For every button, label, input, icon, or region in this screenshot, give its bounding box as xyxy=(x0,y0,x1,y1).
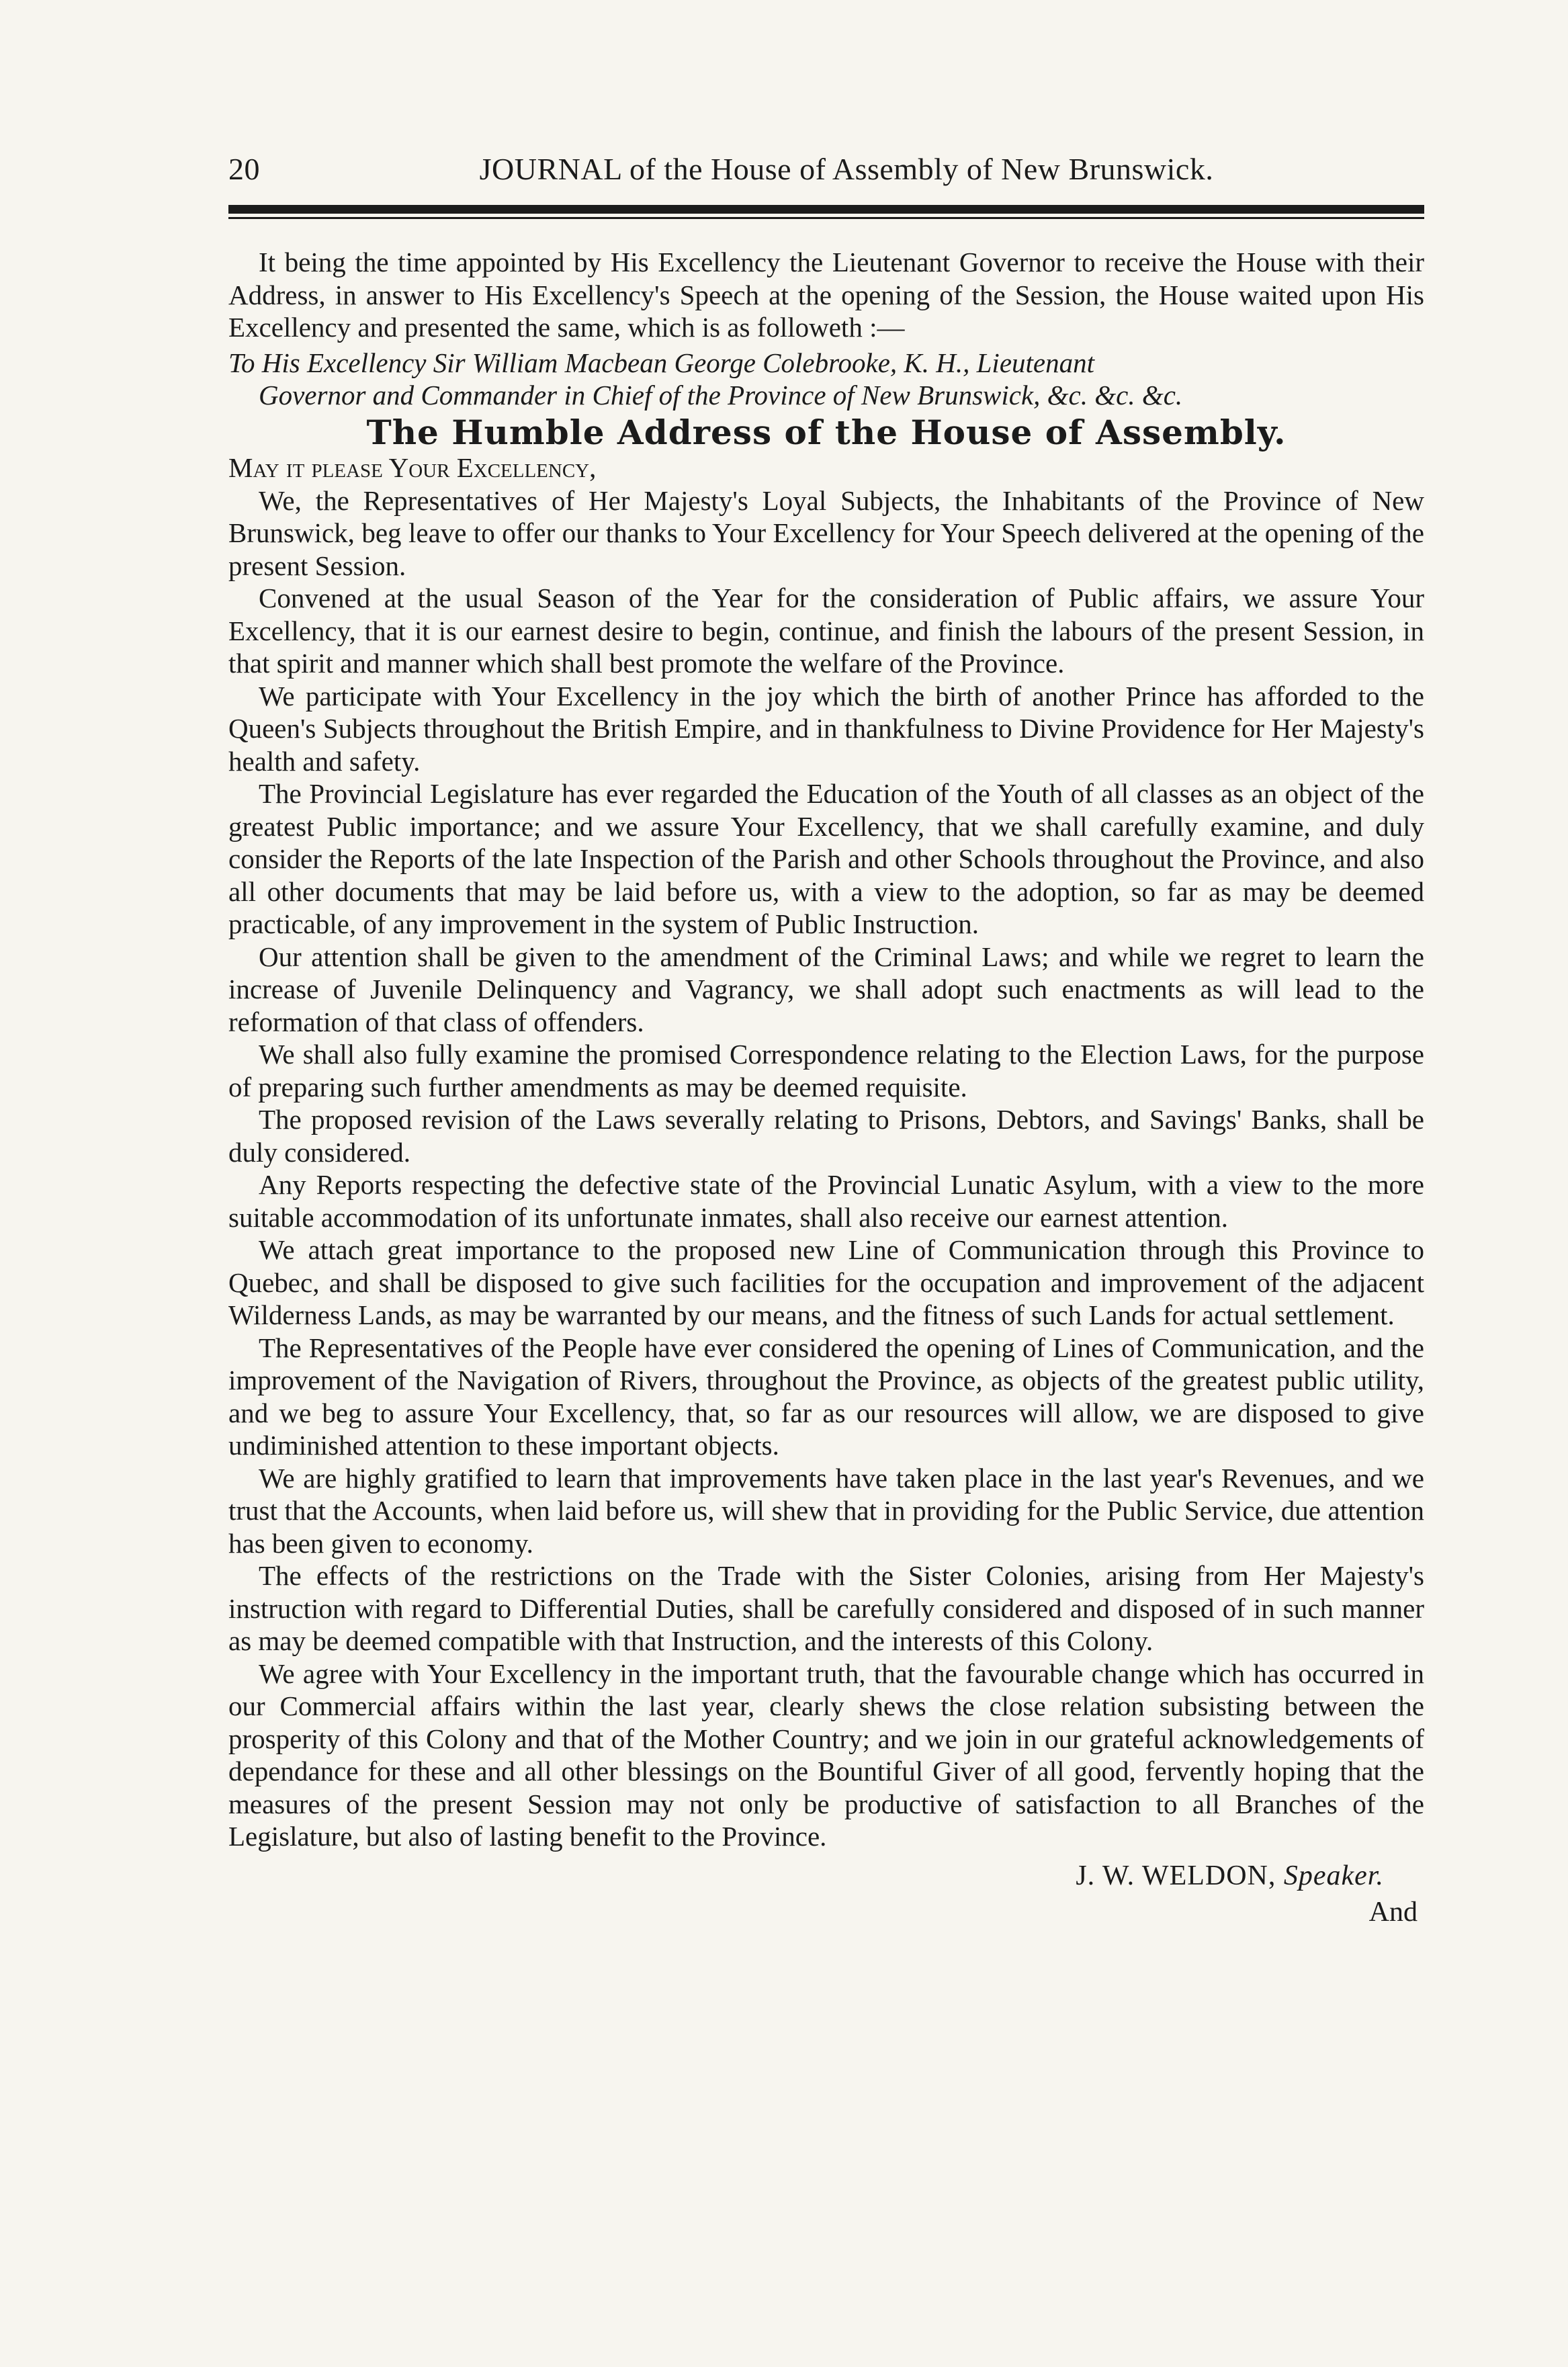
journal-page xyxy=(228,151,1424,2301)
page-title: JOURNAL of the House of Assembly of New Brunswick. xyxy=(479,152,1214,186)
body-text xyxy=(228,246,1424,1929)
address-title: The Humble Address of the House of Assembly. xyxy=(366,412,1287,452)
salutation: May it please Your Excellency, xyxy=(228,452,597,483)
address-paragraph: We, the Representatives of Her Majesty's Loyal Subjects, the Inhabitants of the Province of New Brunswick, beg leave to offer our thanks to Your Excellency for Your Speech delivered at the opening of the present Session. xyxy=(228,484,1424,581)
address-paragraph: We are highly gratified to learn that improvements have taken place in the last year's Revenues, and we trust that the Accounts, when laid before us, will shew that in providing for the Public Service, due attention has been given to economy. xyxy=(228,1462,1424,1559)
address-paragraph: We agree with Your Excellency in the important truth, that the favourable change which has occurred in our Commercial affairs within the last year, clearly shews the close relation subsisting between the prosperity of this Colony and that of the Mother Country; and we join in our grateful acknowledgements of dependance for these and all other blessings on the Bountiful Giver of all good, fervently hoping that the measures of the present Session may not only be productive of satisfaction to all Branches of the Legislature, but also of lasting benefit to the Province. xyxy=(228,1658,1424,1852)
address-paragraph: We shall also fully examine the promised Correspondence relating to the Election Laws, for the purpose of preparing such further amendments as may be deemed requisite. xyxy=(228,1039,1424,1103)
address-paragraph: We attach great importance to the proposed new Line of Communication through this Province to Quebec, and shall be disposed to give such facilities for the occupation and improvement of the adjacent Wilderness Lands, as may be warranted by our means, and the fitness of such Lands for actual settlement. xyxy=(228,1234,1424,1330)
address-recipient-line-2: Governor and Commander in Chief of the Province of New Brunswick, &c. &c. &c. xyxy=(259,379,1183,411)
signatory-title: Speaker. xyxy=(1283,1860,1384,1891)
address-paragraph: The proposed revision of the Laws severally relating to Prisons, Debtors, and Savings' Banks, shall be duly considered. xyxy=(228,1104,1424,1168)
address-recipient xyxy=(228,347,1424,411)
address-paragraph: Our attention shall be given to the amendment of the Criminal Laws; and while we regret to learn the increase of Juvenile Delinquency and Vagrancy, we shall adopt such enactments as will lead to the reformation of that class of offenders. xyxy=(228,941,1424,1037)
signature xyxy=(228,1860,1424,1893)
address-paragraph: Convened at the usual Season of the Year for the consideration of Public affairs, we assure Your Excellency, that it is our earnest desire to begin, continue, and finish the labours of the present Session, in that spirit and manner which shall best promote the welfare of the Province. xyxy=(228,583,1424,679)
header-rule-thin xyxy=(228,217,1424,219)
page-number: 20 xyxy=(228,152,260,186)
address-paragraph: Any Reports respecting the defective state of the Provincial Lunatic Asylum, with a view to the more suitable accommodation of its unfortunate inmates, shall also receive our earnest attention. xyxy=(228,1169,1424,1233)
running-header xyxy=(228,151,1424,191)
intro-paragraph: It being the time appointed by His Excellency the Lieutenant Governor to receive the House with their Address, in answer to His Excellency's Speech at the opening of the Session, the House waited upon His Excellency and presented the same, which is as followeth :— xyxy=(228,247,1424,343)
address-recipient-line-1: To His Excellency Sir William Macbean George Colebrooke, K. H., Lieutenant xyxy=(228,347,1094,378)
address-paragraph: The Representatives of the People have ever considered the opening of Lines of Communication, and the improvement of the Navigation of Rivers, throughout the Province, as objects of the greatest public utility, and we beg to assure Your Excellency, that, so far as our resources will allow, we are disposed to give undiminished attention to these important objects. xyxy=(228,1332,1424,1461)
header-rule-thick xyxy=(228,205,1424,214)
address-paragraph: We participate with Your Excellency in the joy which the birth of another Prince has afforded to the Queen's Subjects throughout the British Empire, and in thankfulness to Divine Providence for Her Majesty's health and safety. xyxy=(228,680,1424,777)
catchword: And xyxy=(1368,1897,1418,1928)
address-paragraph: The Provincial Legislature has ever regarded the Education of the Youth of all classes as an object of the greatest Public importance; and we assure Your Excellency, that we shall carefully examine, and duly consider the Reports of the late Inspection of the Parish and other Schools throughout the Province, and also all other documents that may be laid before us, with a view to the adoption, so far as may be deemed practicable, of any improvement in the system of Public Instruction. xyxy=(228,778,1424,939)
address-paragraph: The effects of the restrictions on the Trade with the Sister Colonies, arising from Her Majesty's instruction with regard to Differential Duties, shall be carefully considered and disposed of in such manner as may be deemed compatible with that Instruction, and the interests of this Colony. xyxy=(228,1560,1424,1656)
signatory-name: J. W. WELDON, xyxy=(1076,1860,1276,1891)
